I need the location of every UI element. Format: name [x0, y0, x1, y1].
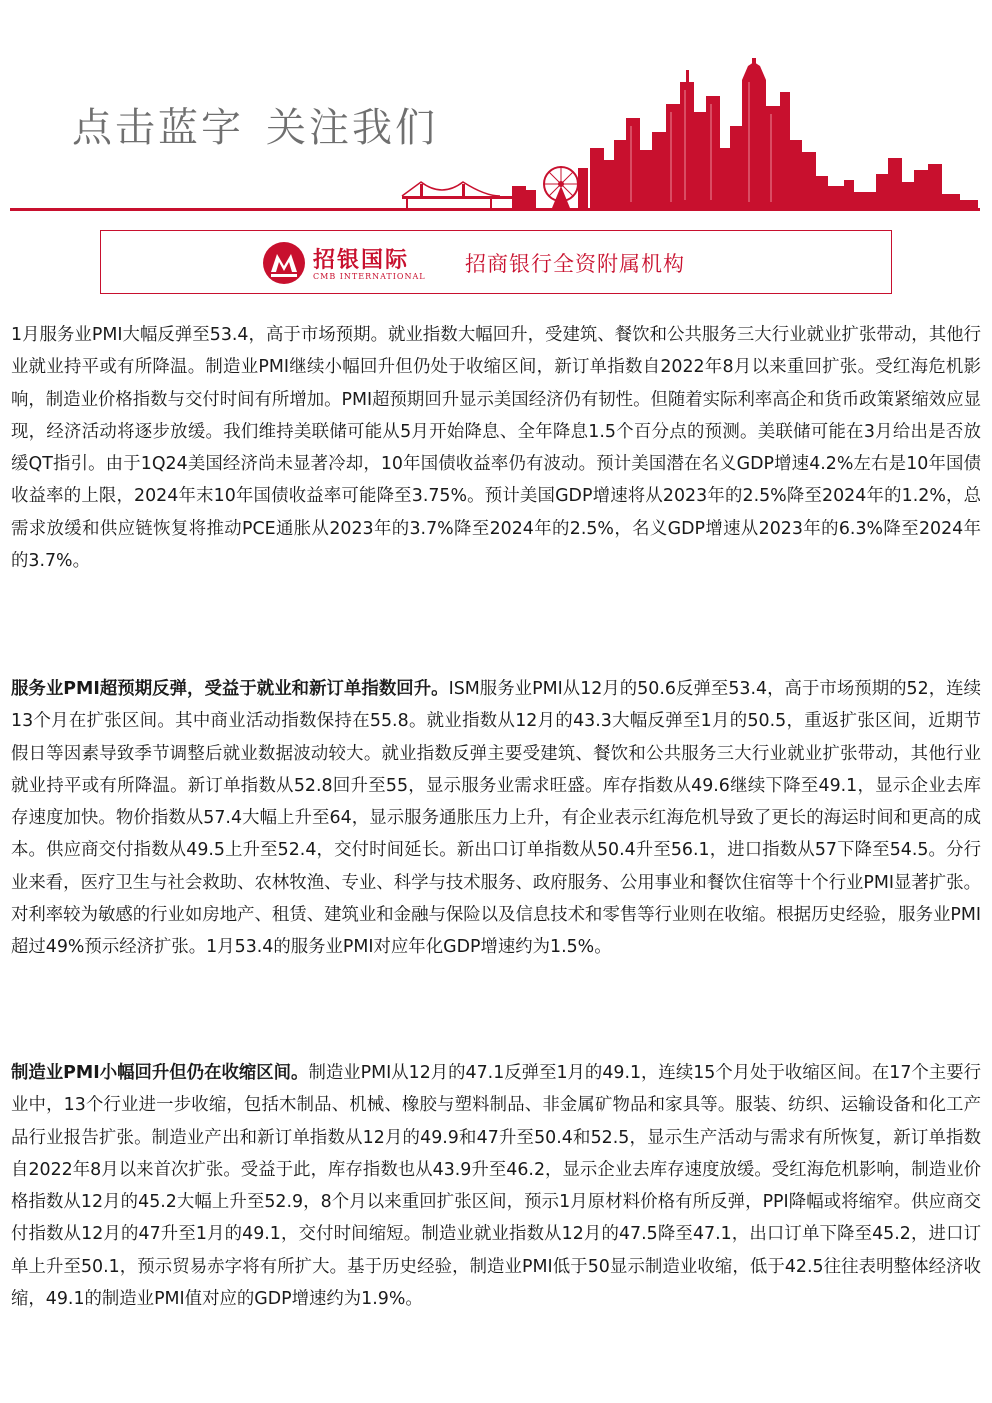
paragraph-text: 1月服务业PMI大幅反弹至53.4，高于市场预期。就业指数大幅回升，受建筑、餐饮和公共服务三大行业就业扩张带动，其他行业就业持平或有所降温。制造业PMI继续小幅回升但仍处于收缩区间，新订单指数自2022年8月以来重回扩张。受红海危机影响，制造业价格指数与交付时间有所增加。PMI超预期回升显示美国经济仍有韧性。但随着实际利率高企和货币政策紧缩效应显现，经济活动将逐步放缓。我们维持美联储可能从5月开始降息、全年降息1.5个百分点的预测。美联储可能在3月给出是否放缓QT指引。由于1Q24美国经济尚未显著冷却，10年国债收益率仍有波动。预计美国潜在名义GDP增速4.2%左右是10年国债收益率的上限，2024年末10年国债收益率可能降至3.75%。预计美国GDP增速将从2023年的2.5%降至2024年的1.2%，总需求放缓和供应链恢复将推动PCE通胀从2023年的3.7%降至2024年的2.5%，名义GDP增速从2023年的6.3%降至2024年的3.7%。 — [11, 325, 981, 572]
bridge-icon — [402, 182, 522, 208]
city-skyline-illustration — [0, 0, 992, 215]
header-title-part2: 关注我们 — [266, 105, 438, 151]
page-header — [0, 0, 992, 215]
banner-slogan: 招商银行全资附属机构 — [465, 252, 685, 276]
body-paragraph-manufacturing-pmi — [11, 1057, 981, 1315]
header-title-part1: 点击蓝字 — [72, 105, 244, 151]
logo-english-name: CMB INTERNATIONAL — [313, 272, 426, 281]
header-divider — [10, 208, 980, 211]
cmb-logo-icon — [261, 240, 307, 286]
body-paragraph-summary — [11, 319, 981, 577]
paragraph-lead: 服务业PMI超预期反弹，受益于就业和新订单指数回升。 — [11, 679, 449, 699]
paragraph-lead: 制造业PMI小幅回升但仍在收缩区间。 — [11, 1063, 309, 1083]
logo-chinese-name: 招银国际 — [313, 248, 410, 273]
paragraph-text: ISM服务业PMI从12月的50.6反弹至53.4，高于市场预期的52，连续13个月在扩张区间。其中商业活动指数保持在55.8。就业指数从12月的43.3大幅反弹至1月的50.5，重返扩张区间，近期节假日等因素导致季节调整后就业数据波动较大。就业指数反弹主要受建筑、餐饮和公共服务三大行业就业扩张带动，其他行业就业持平或有所降温。新订单指数从52.8回升至55，显示服务业需求旺盛。库存指数从49.6继续下降至49.1，显示企业去库存速度加快。物价指数从57.4大幅上升至64，显示服务通胀压力上升，有企业表示红海危机导致了更长的海运时间和更高的成本。供应商交付指数从49.5上升至52.4，交付时间延长。新出口订单指数从50.4升至56.1，进口指数从57下降至54.5。分行业来看，医疗卫生与社会救助、农林牧渔、专业、科学与技术服务、政府服务、公用事业和餐饮住宿等十个行业PMI显著扩张。对利率较为敏感的行业如房地产、租赁、建筑业和金融与保险以及信息技术和零售等行业则在收缩。根据历史经验，服务业PMI超过49%预示经济扩张。1月53.4的服务业PMI对应年化GDP增速约为1.5%。 — [11, 679, 981, 958]
paragraph-text: 制造业PMI从12月的47.1反弹至1月的49.1，连续15个月处于收缩区间。在17个主要行业中，13个行业进一步收缩，包括木制品、机械、橡胶与塑料制品、非金属矿物品和家具等。服装、纺织、运输设备和化工产品行业报告扩张。制造业产出和新订单指数从12月的49.9和47升至50.4和52.5，显示生产活动与需求有所恢复，新订单指数自2022年8月以来首次扩张。受益于此，库存指数也从43.9升至46.2，显示企业去库存速度放缓。受红海危机影响，制造业价格指数从12月的45.2大幅上升至52.9，8个月以来重回扩张区间，预示1月原材料价格有所反弹，PPI降幅或将缩窄。供应商交付指数从12月的47升至1月的49.1，交付时间缩短。制造业就业指数从12月的47.5降至47.1，出口订单下降至45.2，进口订单上升至50.1，预示贸易赤字将有所扩大。基于历史经验，制造业PMI低于50显示制造业收缩，低于42.5往往表明整体经济收缩，49.1的制造业PMI值对应的GDP增速约为1.9%。 — [11, 1063, 981, 1310]
cmbi-banner — [100, 230, 892, 294]
ferris-wheel-icon — [544, 167, 578, 208]
body-paragraph-services-pmi — [11, 673, 981, 964]
